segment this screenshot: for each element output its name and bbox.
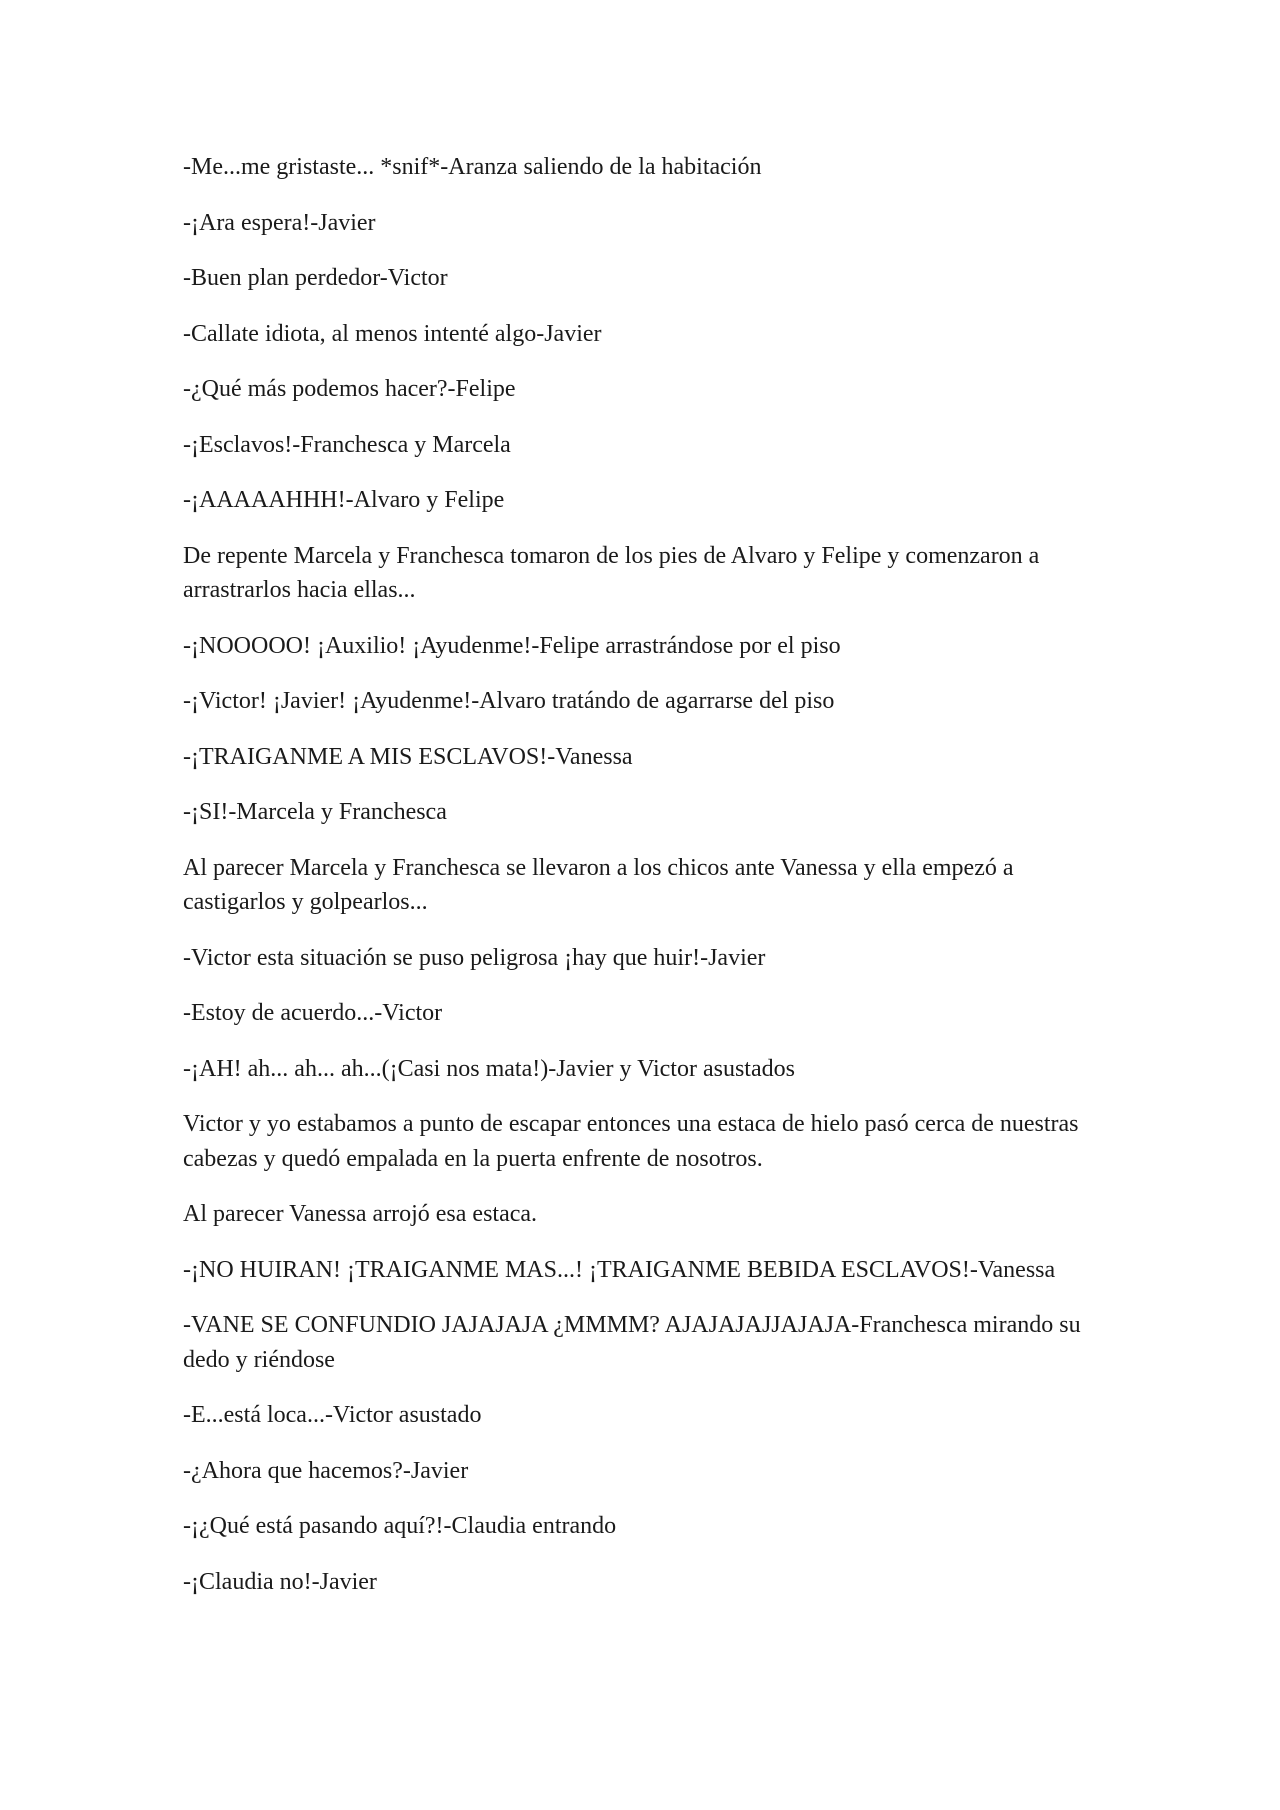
paragraph: -¡Ara espera!-Javier xyxy=(183,209,376,236)
paragraph: -¡¿Qué está pasando aquí?!-Claudia entrando xyxy=(183,1513,617,1539)
paragraph: -Buen plan perdedor-Victor xyxy=(183,265,448,291)
paragraph: Al parecer Vanessa arrojó esa estaca. xyxy=(183,1201,538,1227)
paragraph: -¡TRAIGANME A MIS ESCLAVOS!-Vanessa xyxy=(183,743,633,770)
paragraph: -Me...me gristaste... *snif*-Aranza saliendo de la habitación xyxy=(183,154,762,180)
document-body xyxy=(183,150,1103,1620)
paragraph: -¡SI!-Marcela y Franchesca xyxy=(183,799,447,825)
paragraph: -¿Qué más podemos hacer?-Felipe xyxy=(183,376,516,402)
paragraph: -¡AH! ah... ah... ah...(¡Casi nos mata!)-Javier y Victor asustados xyxy=(183,1055,795,1082)
paragraph: -¡AAAAAHHH!-Alvaro y Felipe xyxy=(183,487,505,513)
paragraph: -¡Victor! ¡Javier! ¡Ayudenme!-Alvaro tratándo de agarrarse del piso xyxy=(183,688,835,714)
paragraph: -Callate idiota, al menos intenté algo-Javier xyxy=(183,320,602,347)
paragraph: Al parecer Marcela y Franchesca se llevaron a los chicos ante Vanessa y ella empezó a castigarlos y golpearlos... xyxy=(183,854,1014,915)
paragraph: -Victor esta situación se puso peligrosa ¡hay que huir!-Javier xyxy=(183,944,766,971)
paragraph: -¡Claudia no!-Javier xyxy=(183,1568,377,1595)
paragraph: -¡NOOOOO! ¡Auxilio! ¡Ayudenme!-Felipe arrastrándose por el piso xyxy=(183,632,841,659)
paragraph: -¡Esclavos!-Franchesca y Marcela xyxy=(183,431,511,458)
paragraph: -¿Ahora que hacemos?-Javier xyxy=(183,1457,469,1484)
paragraph: De repente Marcela y Franchesca tomaron de los pies de Alvaro y Felipe y comenzaron a arrastrarlos hacia ellas... xyxy=(183,542,1040,603)
paragraph: -¡NO HUIRAN! ¡TRAIGANME MAS...! ¡TRAIGANME BEBIDA ESCLAVOS!-Vanessa xyxy=(183,1256,1056,1283)
paragraph: -E...está loca...-Victor asustado xyxy=(183,1402,482,1428)
paragraph: -Estoy de acuerdo...-Victor xyxy=(183,1000,443,1026)
paragraph: Victor y yo estabamos a punto de escapar entonces una estaca de hielo pasó cerca de nuestras cabezas y quedó empalada en la puerta enfrente de nosotros. xyxy=(183,1111,1079,1172)
paragraph: -VANE SE CONFUNDIO JAJAJAJA ¿MMMM? AJAJAJAJJAJAJA-Franchesca mirando su dedo y riéndose xyxy=(183,1312,1081,1373)
